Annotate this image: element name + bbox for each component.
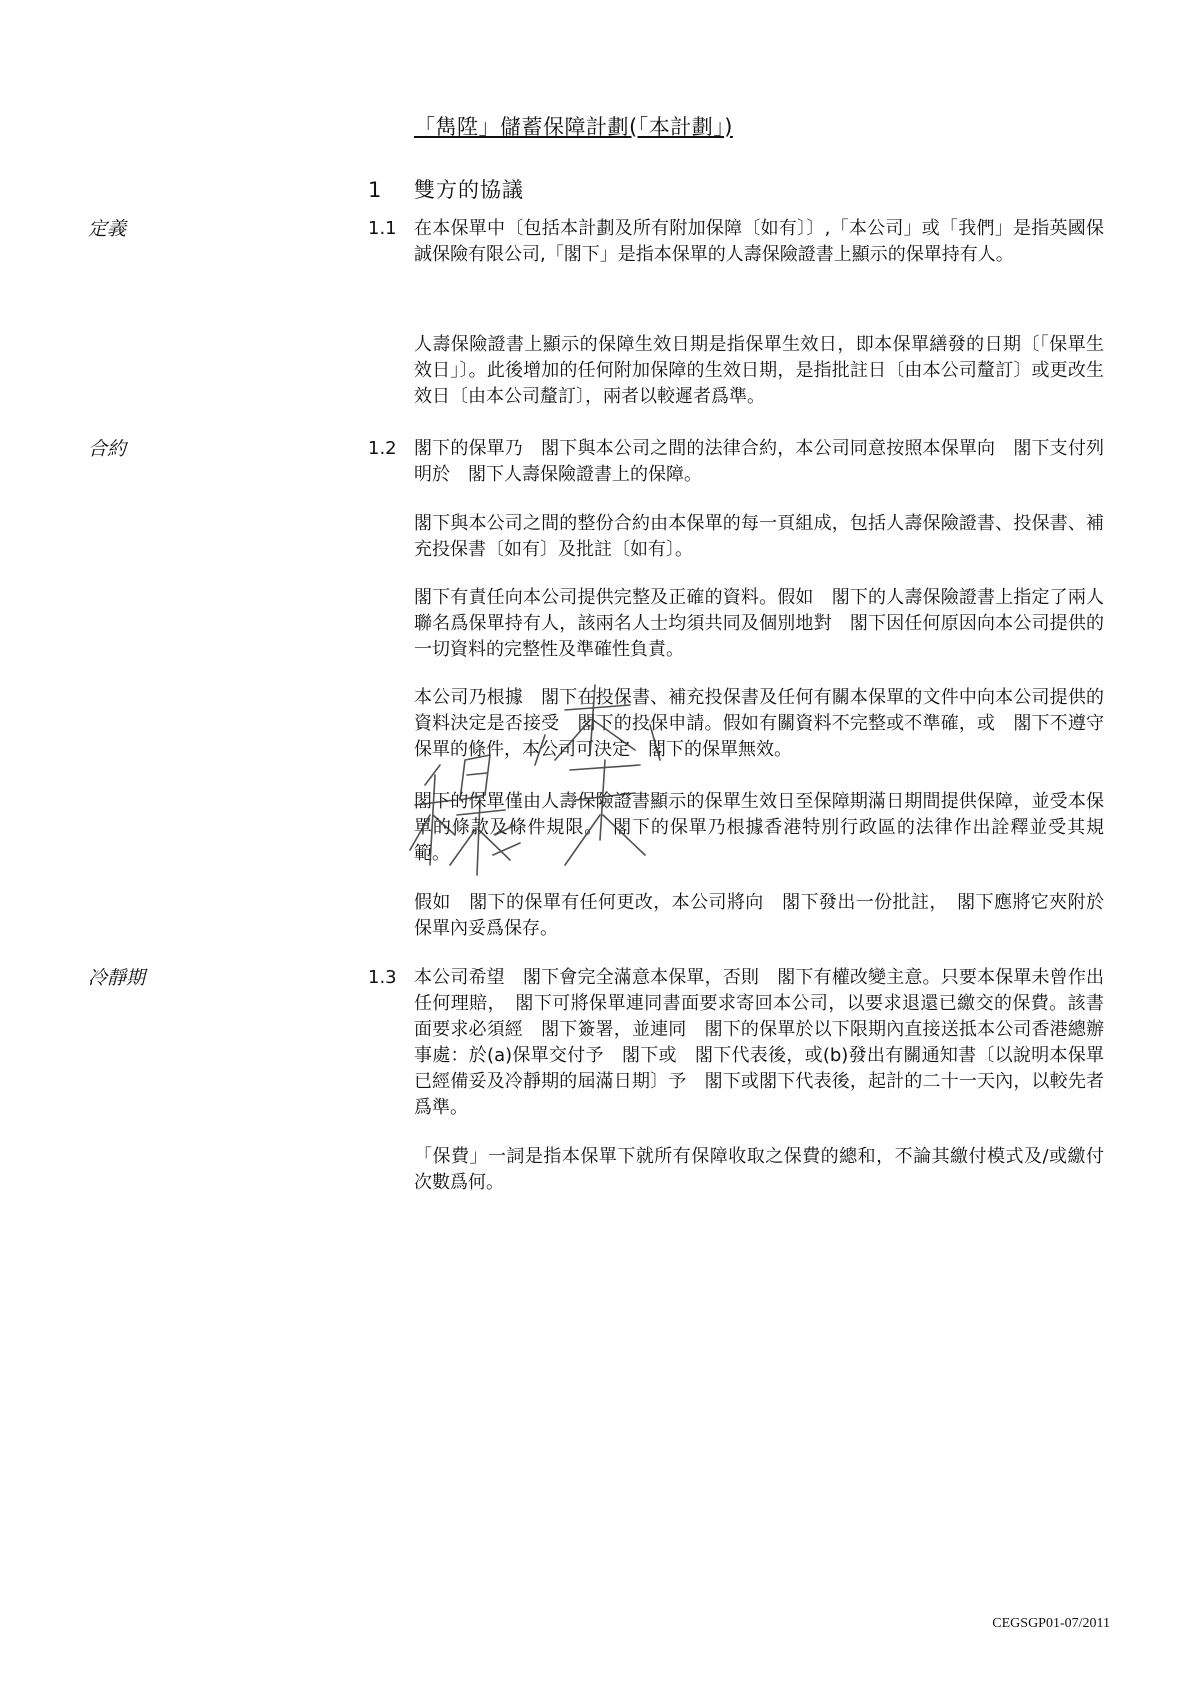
side-label-definitions: 定義 <box>88 218 127 240</box>
document-title: 「雋陞」儲蓄保障計劃(「本計劃」) <box>414 115 733 139</box>
clause-1-2-paragraph-1: 閣下的保單乃 閣下與本公司之間的法律合約，本公司同意按照本保單向 閣下支付列明於 閣下人壽保險證書上的保障。 <box>414 438 1104 485</box>
clause-number-1-3: 1.3 <box>368 967 397 988</box>
side-label-contract: 合約 <box>88 438 127 460</box>
clause-1-1-paragraph-2: 人壽保險證書上顯示的保障生效日期是指保單生效日，即本保單繕發的日期〔「保單生效日」〕。此後增加的任何附加保障的生效日期，是指批註日〔由本公司釐訂〕或更改生效日〔由本公司釐訂〕，兩者以較遲者爲準。 <box>414 334 1104 407</box>
clause-1-2-paragraph-2: 閣下與本公司之間的整份合約由本保單的每一頁組成，包括人壽保險證書、投保書、補充投保書〔如有〕及批註〔如有〕。 <box>414 513 1104 560</box>
clause-1-2-paragraph-4: 本公司乃根據 閣下在投保書、補充投保書及任何有關本保單的文件中向本公司提供的資料決定是否接受 閣下的投保申請。假如有關資料不完整或不準確，或 閣下不遵守保單的條件，本公司可決定 閣下的保單無效。 <box>414 687 1104 760</box>
section-title: 雙方的協議 <box>414 178 524 202</box>
clause-1-2-paragraph-3: 閣下有責任向本公司提供完整及正確的資料。假如 閣下的人壽保險證書上指定了兩人聯名爲保單持有人，該兩名人士均須共同及個別地對 閣下因任何原因向本公司提供的一切資料的完整性及準確性負責。 <box>414 587 1104 660</box>
clause-1-3-paragraph-2: 「保費」一詞是指本保單下就所有保障收取之保費的總和，不論其繳付模式及/或繳付次數爲何。 <box>414 1146 1104 1193</box>
clause-1-2-paragraph-6: 假如 閣下的保單有任何更改，本公司將向 閣下發出一份批註， 閣下應將它夾附於保單內妥爲保存。 <box>414 892 1104 939</box>
section-number: 1 <box>368 178 382 202</box>
clause-1-3-paragraph-1: 本公司希望 閣下會完全滿意本保單，否則 閣下有權改變主意。只要本保單未曾作出任何理賠， 閣下可將保單連同書面要求寄回本公司，以要求退還已繳交的保費。該書面要求必須經 閣下簽署，並連同 閣下的保單於以下限期內直接送抵本公司香港總辦事處：於(a)保單交付予 閣下或 閣下代表後，或(b)發出有關通知書〔以說明本保單已經備妥及冷靜期的屆滿日期〕予 閣下或閣下代表後，起計的二十一天內，以較先者爲準。 <box>414 967 1104 1118</box>
clause-number-1-1: 1.1 <box>368 218 397 239</box>
side-label-cooling-off-period: 冷靜期 <box>88 967 146 989</box>
clause-1-1-paragraph-1: 在本保單中〔包括本計劃及所有附加保障〔如有〕〕,「本公司」或「我們」是指英國保誠保險有限公司,「閣下」是指本保單的人壽保險證書上顯示的保單持有人。 <box>414 218 1104 265</box>
clause-1-2-paragraph-5: 閣下的保單僅由人壽保險證書顯示的保單生效日至保障期滿日期間提供保障，並受本保單的條款及條件規限。 閣下的保單乃根據香港特別行政區的法律作出詮釋並受其規範。 <box>414 791 1104 864</box>
document-footer-code: CEGSGP01-07/2011 <box>992 1616 1110 1631</box>
clause-number-1-2: 1.2 <box>368 438 397 459</box>
